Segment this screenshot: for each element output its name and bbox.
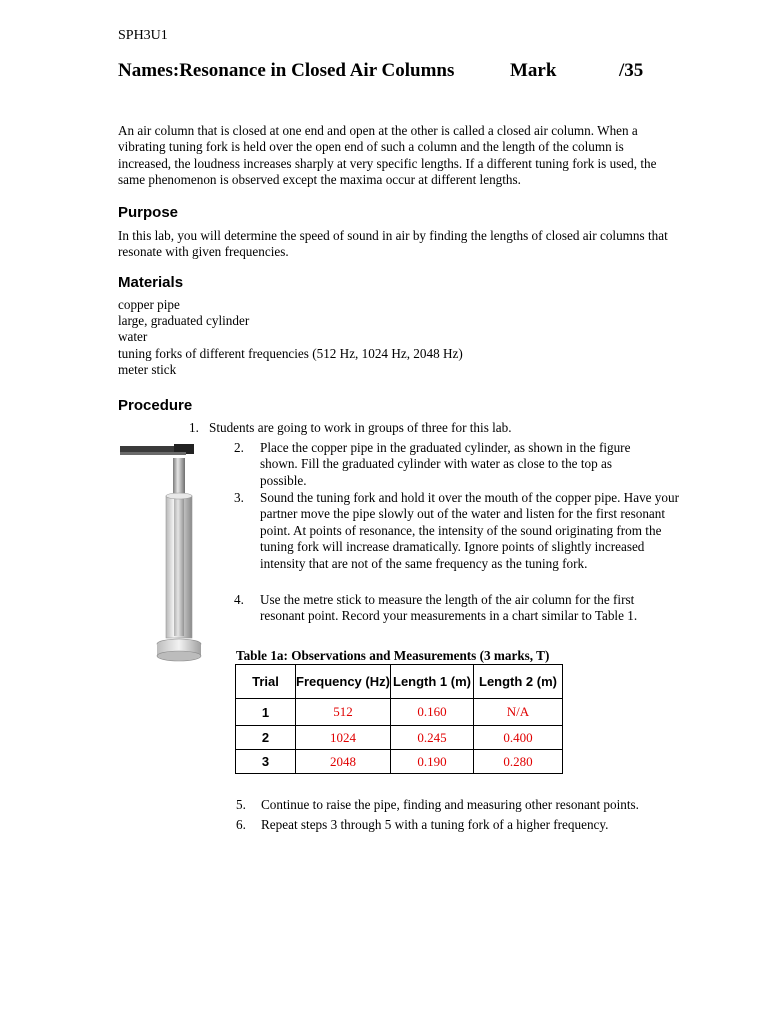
materials-item: large, graduated cylinder: [118, 313, 250, 329]
step-text: Sound the tuning fork and hold it over the mouth of the copper pipe. Have your partner move the pipe slowly out of the water and listen for the first resonant point. At points of resonance, the intensity of the sound originating from the tuning fork will increase dramatically. Ignore points of slightly increased intensity that are not of the same frequency as the tuning fork.: [260, 490, 679, 571]
step-number: 4.: [234, 592, 244, 607]
purpose-text: In this lab, you will determine the speed of sound in air by finding the lengths of closed air columns that resonate with given frequencies.: [118, 228, 668, 260]
table-row: [236, 699, 563, 726]
step-number: 2.: [234, 440, 244, 455]
table-cell: 0.190: [391, 750, 474, 774]
table-cell: N/A: [474, 699, 563, 726]
table-cell: 1: [236, 699, 296, 726]
table-cell: 0.280: [474, 750, 563, 774]
table-cell: 512: [296, 699, 391, 726]
materials-heading: Materials: [118, 274, 184, 291]
step-number: 1.: [189, 420, 199, 435]
step-text: Continue to raise the pipe, finding and measuring other resonant points.: [261, 797, 639, 812]
intro-paragraph: An air column that is closed at one end and open at the other is called a closed air column. When a vibrating tuning fork is held over the open end of such a column and the length of the column is increased, the loudness increases sharply at very specific lengths. If a different tuning fork is used, the same phenomenon is observed except the maxima occur at different lengths.: [118, 123, 657, 188]
table-header-cell: Trial: [236, 665, 296, 699]
table-caption: Table 1a: Observations and Measurements (3 marks, T): [236, 648, 550, 663]
step-number: 5.: [236, 797, 246, 812]
table-cell: 0.245: [391, 726, 474, 750]
title-text: Names:Resonance in Closed Air Columns: [118, 60, 455, 81]
apparatus-illustration: [112, 438, 202, 668]
materials-item: tuning forks of different frequencies (512 Hz, 1024 Hz, 2048 Hz): [118, 345, 463, 361]
mark-total: /35: [619, 60, 644, 81]
observations-table: [235, 664, 563, 774]
table-row: [236, 726, 563, 750]
step-text: Repeat steps 3 through 5 with a tuning fork of a higher frequency.: [261, 817, 609, 832]
table-cell: 3: [236, 750, 296, 774]
table-cell: 0.400: [474, 726, 563, 750]
table-header-cell: Frequency (Hz): [296, 665, 391, 699]
table-header-cell: Length 1 (m): [391, 665, 474, 699]
step-number: 3.: [234, 490, 244, 505]
table-cell: 2: [236, 726, 296, 750]
materials-item: water: [118, 329, 148, 345]
table-header-cell: Length 2 (m): [474, 665, 563, 699]
table-cell: 2048: [296, 750, 391, 774]
table-header-row: [236, 665, 563, 699]
procedure-heading: Procedure: [118, 397, 193, 414]
step-text: Place the copper pipe in the graduated cylinder, as shown in the figure shown. Fill the graduated cylinder with water as close to the top as possible.: [260, 440, 631, 488]
table-row: [236, 750, 563, 774]
mark-label: Mark: [510, 60, 557, 81]
graduated-cylinder-icon: [157, 493, 201, 661]
copper-pipe-icon: [173, 458, 185, 498]
tuning-fork-icon: [120, 444, 194, 455]
step-number: 6.: [236, 817, 246, 832]
materials-item: copper pipe: [118, 297, 180, 312]
purpose-heading: Purpose: [118, 204, 179, 221]
materials-item: meter stick: [118, 361, 177, 377]
materials-list: [118, 297, 463, 378]
table-cell: 0.160: [391, 699, 474, 726]
course-code: SPH3U1: [118, 28, 168, 43]
table-cell: 1024: [296, 726, 391, 750]
page-title: [118, 60, 644, 82]
step-text: Students are going to work in groups of three for this lab.: [209, 420, 512, 435]
step-text: Use the metre stick to measure the length of the air column for the first resonant point. Record your measurements in a chart similar to Table 1.: [260, 592, 638, 624]
